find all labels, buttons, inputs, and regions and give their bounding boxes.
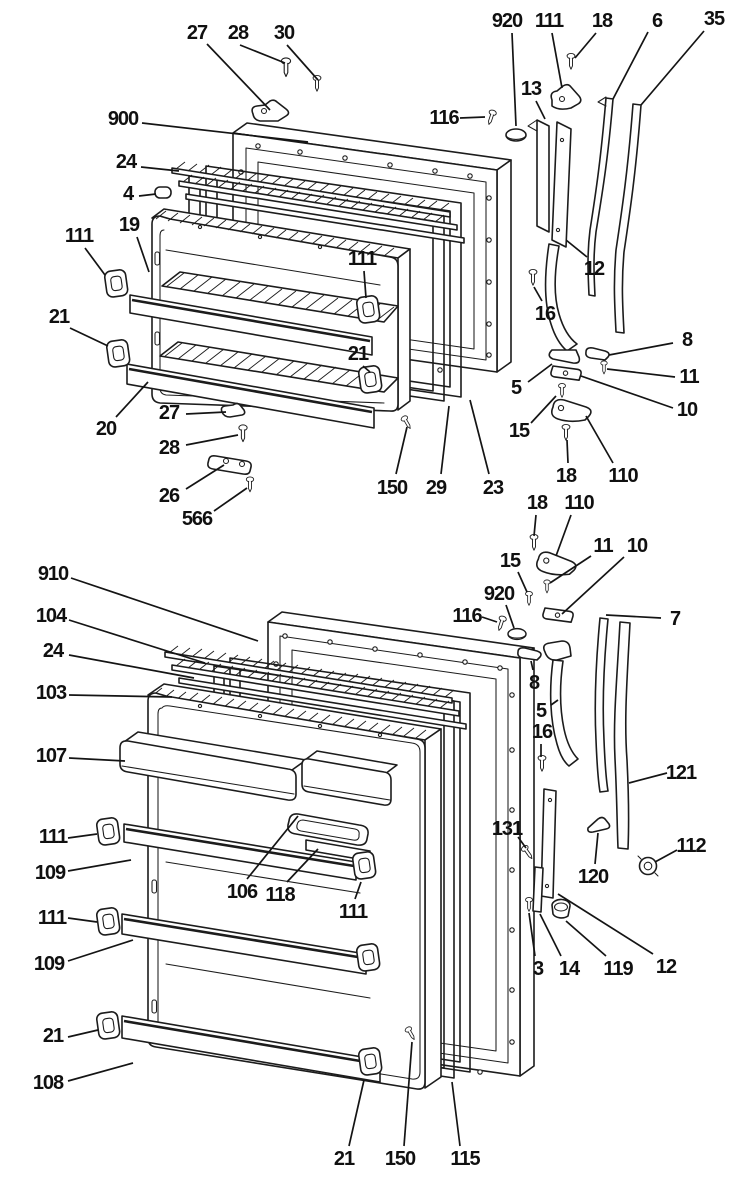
screw-28 (239, 425, 247, 442)
callout-label-16: 16 (534, 303, 556, 325)
trim-strip-121 (614, 622, 630, 849)
callout-label-115: 115 (450, 1148, 480, 1170)
hinge-trim-7 (595, 618, 608, 792)
shelf-end-cap-21 (106, 339, 130, 368)
screw-16 (538, 755, 546, 771)
hinge-shim-10 (550, 364, 581, 382)
callout-label-5: 5 (510, 377, 522, 399)
hinge-cap-8 (518, 648, 541, 660)
callout-label-18: 18 (526, 492, 548, 514)
leader-line-19 (137, 237, 149, 272)
callout-label-18: 18 (555, 465, 577, 487)
leader-line-13 (536, 101, 545, 119)
callout-label-910: 910 (37, 563, 69, 585)
leader-line-120 (595, 833, 598, 864)
leader-line-5 (528, 364, 552, 382)
hinge-bracket-110 (552, 400, 591, 422)
screw-18 (530, 534, 538, 550)
shelf-end-cap-21 (358, 1047, 382, 1076)
leader-line-111 (68, 834, 97, 838)
clip-120 (588, 818, 610, 833)
leader-line-30 (287, 45, 318, 80)
trim-strip-12 (541, 789, 556, 898)
leader-line-116 (482, 617, 497, 622)
leader-line-27 (186, 412, 226, 414)
callout-label-112: 112 (676, 835, 706, 857)
clip-27 (221, 404, 244, 418)
leader-line-18 (567, 440, 568, 463)
trim-strip-14 (533, 867, 543, 912)
leader-line-18 (575, 33, 596, 58)
callout-label-120: 120 (577, 866, 609, 888)
callout-label-27: 27 (158, 402, 180, 424)
callout-label-111: 111 (338, 901, 368, 923)
callout-label-111: 111 (37, 907, 67, 929)
callout-label-150: 150 (376, 477, 408, 499)
callout-label-104: 104 (35, 605, 67, 627)
callout-label-7: 7 (669, 608, 681, 630)
leader-line-21 (349, 1080, 364, 1146)
callout-label-16: 16 (531, 721, 553, 743)
callout-label-27: 27 (186, 22, 208, 44)
leader-line-16 (534, 287, 542, 301)
shelf-end-cap-111 (356, 943, 380, 972)
leader-line-20 (116, 382, 148, 417)
callout-label-108: 108 (32, 1072, 64, 1094)
leader-line-23 (470, 400, 489, 474)
callout-label-20: 20 (95, 418, 117, 440)
leader-line-14 (540, 914, 561, 956)
leader-line-109 (68, 940, 133, 961)
leader-line-116 (460, 117, 485, 118)
grommet-920 (508, 629, 526, 640)
screw-18 (562, 424, 570, 440)
callout-label-121: 121 (665, 762, 697, 784)
shelf-end-cap-111 (96, 817, 120, 846)
callout-label-11: 11 (593, 535, 613, 557)
screw-18 (567, 53, 575, 69)
callout-label-119: 119 (603, 958, 633, 980)
leader-line-35 (641, 31, 704, 105)
center-trim-5 (546, 244, 578, 351)
callout-label-118: 118 (265, 884, 295, 906)
leader-line-15 (518, 572, 527, 592)
callout-label-21: 21 (347, 343, 369, 365)
callout-label-566: 566 (181, 508, 213, 530)
shelf-end-cap-21 (358, 365, 382, 394)
wingnut-112 (640, 858, 657, 875)
leader-line-29 (441, 406, 449, 474)
leader-line-21 (68, 1030, 98, 1037)
leader-line-110 (586, 416, 613, 463)
callout-label-24: 24 (115, 151, 137, 173)
callout-label-106: 106 (226, 881, 258, 903)
hinge-shim-10 (542, 606, 573, 624)
callout-label-23: 23 (482, 477, 504, 499)
leader-line-7 (606, 615, 661, 618)
screw-11 (544, 580, 550, 593)
callout-label-109: 109 (34, 862, 66, 884)
callout-label-3: 3 (532, 958, 544, 980)
callout-label-109: 109 (33, 953, 65, 975)
callout-label-103: 103 (35, 682, 67, 704)
leader-line-111 (85, 248, 105, 275)
screw-116 (495, 615, 507, 631)
callout-label-12: 12 (583, 258, 605, 280)
freezer-door-assembly (104, 53, 641, 491)
callout-label-13: 13 (520, 78, 542, 100)
callout-label-35: 35 (703, 8, 725, 30)
leader-line-12 (566, 240, 587, 257)
callout-label-15: 15 (499, 550, 521, 572)
callout-label-18: 18 (591, 10, 613, 32)
screw-116 (485, 109, 497, 125)
callout-label-111: 111 (38, 826, 68, 848)
part-4-trim-end (155, 187, 171, 198)
shelf-end-cap-111 (96, 907, 120, 936)
leader-line-111 (552, 33, 562, 88)
leader-line-26 (186, 465, 224, 489)
trim-strip-13 (537, 120, 549, 232)
center-trim-5 (551, 660, 578, 766)
fresh-food-door-assembly (96, 534, 658, 1089)
leader-line-104 (69, 620, 205, 663)
leader-line-4 (139, 194, 156, 196)
callout-label-920: 920 (491, 10, 523, 32)
leader-line-110 (556, 515, 571, 556)
leader-line-108 (68, 1063, 133, 1081)
callout-label-920: 920 (483, 583, 515, 605)
trim-strip-35 (614, 104, 641, 333)
callout-label-10: 10 (626, 535, 648, 557)
leader-line-21 (70, 328, 108, 346)
leader-line-910 (71, 578, 258, 641)
callout-label-11: 11 (679, 366, 699, 388)
callout-label-8: 8 (528, 672, 540, 694)
leader-line-111 (68, 918, 97, 922)
screw-16 (529, 269, 537, 285)
shelf-end-cap-111 (356, 295, 380, 324)
screw-28 (281, 58, 290, 77)
leader-line-109 (68, 860, 131, 871)
callout-label-107: 107 (35, 745, 67, 767)
callout-label-6: 6 (651, 10, 663, 32)
shelf-end-cap-21 (96, 1011, 120, 1040)
callout-label-10: 10 (676, 399, 698, 421)
callout-label-5: 5 (535, 700, 547, 722)
callout-label-116: 116 (429, 107, 459, 129)
callout-label-19: 19 (118, 214, 140, 236)
callout-label-110: 110 (608, 465, 638, 487)
callout-label-28: 28 (158, 437, 180, 459)
freezer-top-hinge-parts (252, 58, 321, 121)
callout-label-21: 21 (333, 1148, 355, 1170)
leader-line-8 (609, 343, 673, 355)
shelf-end-cap-111 (104, 269, 128, 298)
shelf-end-cap-111 (352, 851, 376, 880)
leader-line-28 (240, 45, 285, 63)
hinge-cap-8 (586, 348, 609, 360)
callout-label-14: 14 (558, 958, 580, 980)
leader-line-920 (506, 605, 514, 628)
callout-label-116: 116 (452, 605, 482, 627)
leader-line-121 (629, 773, 667, 783)
leader-line-566 (214, 488, 247, 511)
leader-line-119 (566, 921, 606, 956)
screw-15 (559, 383, 566, 397)
leader-line-28 (186, 435, 238, 445)
leader-line-112 (655, 850, 677, 862)
leader-line-11 (607, 369, 675, 377)
callout-label-111: 111 (64, 225, 94, 247)
screw-566 (246, 477, 253, 492)
trim-strip-12 (552, 122, 571, 247)
screw-15 (526, 591, 533, 605)
callout-label-4: 4 (122, 183, 134, 205)
center-trim-5-hook (544, 641, 571, 660)
callout-label-12: 12 (655, 956, 677, 978)
callout-label-30: 30 (273, 22, 295, 44)
leader-line-150 (396, 427, 407, 474)
callout-label-21: 21 (42, 1025, 64, 1047)
hinge-bracket-111 (551, 85, 581, 109)
leader-line-920 (512, 33, 516, 126)
callout-label-24: 24 (42, 640, 64, 662)
callout-label-28: 28 (227, 22, 249, 44)
callout-label-26: 26 (158, 485, 180, 507)
leader-line-12 (558, 894, 653, 954)
grommet-920 (506, 129, 526, 141)
callout-label-111: 111 (534, 10, 564, 32)
callout-label-150: 150 (384, 1148, 416, 1170)
leader-line-10 (581, 376, 673, 408)
callout-label-29: 29 (425, 477, 447, 499)
leader-line-18 (534, 515, 536, 536)
hinge-bracket-27 (252, 100, 288, 121)
screw-11 (601, 361, 607, 374)
callout-label-110: 110 (564, 492, 594, 514)
callout-label-111: 111 (347, 248, 377, 270)
leader-line-6 (613, 32, 648, 99)
callout-label-8: 8 (681, 329, 693, 351)
leader-line-107 (69, 758, 125, 761)
callout-label-900: 900 (107, 108, 139, 130)
callout-label-15: 15 (508, 420, 530, 442)
callout-label-131: 131 (491, 818, 523, 840)
callout-label-21: 21 (48, 306, 70, 328)
leader-line-115 (452, 1082, 460, 1146)
